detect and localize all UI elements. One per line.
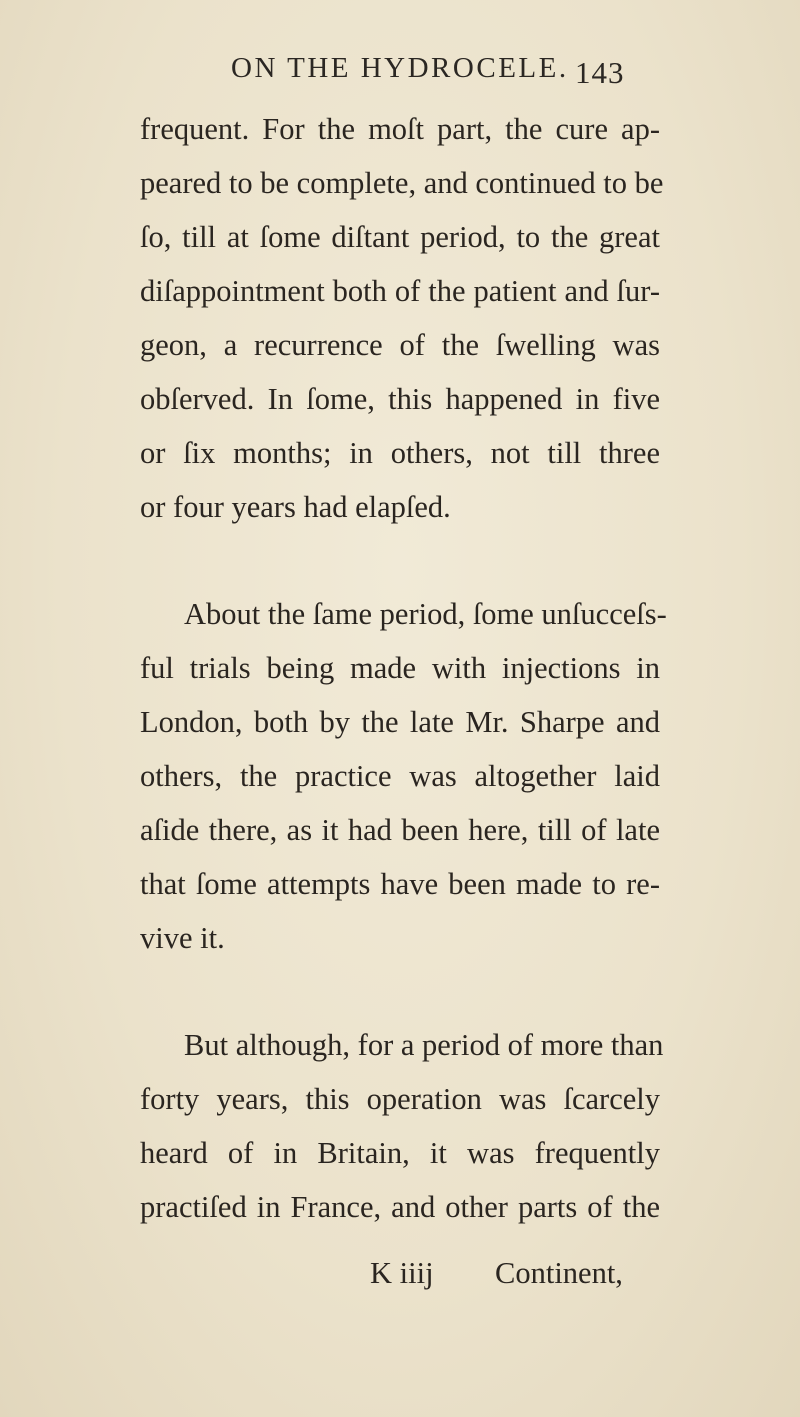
paragraph-2: [140, 587, 667, 965]
text-line: London, both by the late Mr. Sharpe and: [140, 705, 660, 739]
text-line: aſide there, as it had been here, till of late: [140, 813, 660, 847]
text-line: forty years, this operation was ſcarcely: [140, 1082, 660, 1116]
paragraph-1: [140, 102, 664, 534]
text-line: others, the practice was altogether laid: [140, 759, 660, 793]
body-text: [140, 102, 667, 1234]
text-line: About the ſame period, ſome unſucceſs-: [184, 597, 667, 631]
text-line: heard of in Britain, it was frequently: [140, 1136, 660, 1170]
paragraph-gap: [140, 965, 660, 1018]
text-line: or ſix months; in others, not till three: [140, 436, 660, 470]
text-line: vive it.: [140, 921, 225, 955]
paragraph-3: [140, 1018, 664, 1234]
text-line: or four years had elapſed.: [140, 490, 451, 524]
text-line: But although, for a period of more than: [184, 1028, 664, 1062]
running-head: [0, 52, 800, 92]
text-line: obſerved. In ſome, this happened in five: [140, 382, 660, 416]
catchline: [0, 1246, 800, 1300]
text-line: practiſed in France, and other parts of the: [140, 1190, 660, 1224]
text-line: ſo, till at ſome diſtant period, to the great: [140, 220, 660, 254]
text-line: diſappointment both of the patient and ſur-: [140, 274, 660, 308]
text-line: frequent. For the moſt part, the cure ap-: [140, 112, 660, 146]
text-line: peared to be complete, and continued to be: [140, 166, 664, 200]
running-head-title: ON THE HYDROCELE.: [231, 52, 569, 84]
page-number: 143: [575, 55, 625, 90]
text-line: that ſome attempts have been made to re-: [140, 867, 660, 901]
signature-mark: K iiij: [370, 1256, 434, 1290]
catchword: Continent,: [495, 1256, 623, 1290]
text-line: geon, a recurrence of the ſwelling was: [140, 328, 660, 362]
text-line: ful trials being made with injections in: [140, 651, 660, 685]
paragraph-gap: [140, 534, 660, 587]
